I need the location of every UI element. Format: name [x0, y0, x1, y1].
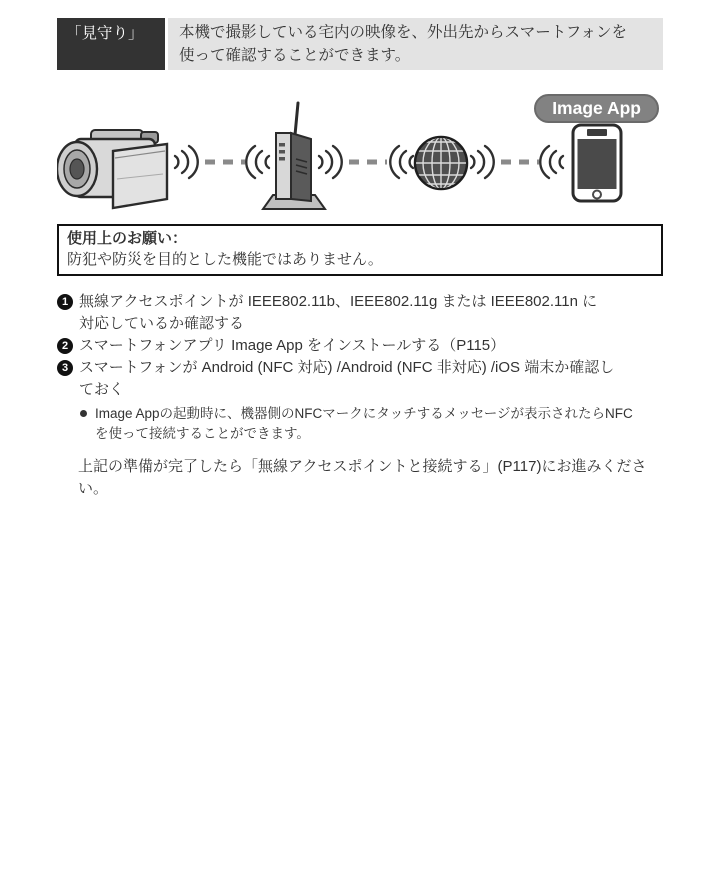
wifi-waves-icon — [319, 146, 342, 178]
step-text-line: スマートフォンアプリ Image App をインストールする（P115） — [79, 337, 506, 354]
term-description — [168, 18, 663, 70]
term-description-line: 使って確認することができます。 — [179, 47, 411, 64]
step-number-badge: 3 — [57, 360, 73, 376]
step-text-line: 対応しているか確認する — [79, 315, 245, 332]
step-item — [57, 291, 663, 335]
nfc-note — [80, 404, 663, 443]
term-label: 「見守り」 — [57, 18, 165, 70]
step-item — [57, 357, 663, 401]
bullet-dot-icon — [80, 410, 87, 417]
wifi-waves-icon — [540, 146, 563, 178]
step-number-badge: 1 — [57, 294, 73, 310]
usage-notice-title: 使用上のお願い： — [67, 230, 188, 247]
connection-diagram — [57, 87, 663, 217]
wifi-waves-icon — [246, 146, 269, 178]
image-app-badge-label: Image App — [552, 98, 641, 118]
step-text — [79, 291, 597, 335]
step-number-badge: 2 — [57, 338, 73, 354]
nfc-note-line: Image Appの起動時に、機器側のNFCマークにタッチするメッセージが表示されたらNFC — [95, 406, 633, 421]
page-content — [57, 18, 663, 500]
nfc-note-line: を使って接続することができます。 — [95, 425, 310, 441]
smartphone-icon — [573, 125, 621, 201]
step-text-line: ておく — [79, 381, 125, 398]
step-item — [57, 335, 663, 357]
nfc-note-text — [95, 404, 633, 443]
wifi-waves-icon — [175, 146, 198, 178]
step-text — [79, 335, 505, 357]
camcorder-icon — [57, 130, 167, 208]
step-text-line: 無線アクセスポイントが IEEE802.11b、IEEE802.11g または IEEE802.11n に — [79, 293, 598, 310]
wireless-router-icon — [263, 103, 325, 209]
usage-notice-box — [57, 224, 663, 276]
step-text-line: スマートフォンが Android (NFC 対応) /Android (NFC 非対応) /iOS 端末か確認し — [79, 359, 615, 376]
footer-note: 上記の準備が完了したら「無線アクセスポイントと接続する」(P117)にお進みください。 — [78, 458, 647, 497]
wifi-waves-icon — [390, 146, 413, 178]
term-description-line: 本機で撮影している宅内の映像を、外出先からスマートフォンを — [179, 24, 627, 41]
usage-notice-body: 防犯や防災を目的とした機能ではありません。 — [67, 251, 383, 268]
wifi-waves-icon — [471, 146, 494, 178]
image-app-badge — [534, 94, 659, 123]
definition-header — [57, 18, 663, 70]
step-text — [79, 357, 614, 401]
preparation-steps — [57, 291, 663, 443]
globe-icon — [415, 137, 467, 189]
